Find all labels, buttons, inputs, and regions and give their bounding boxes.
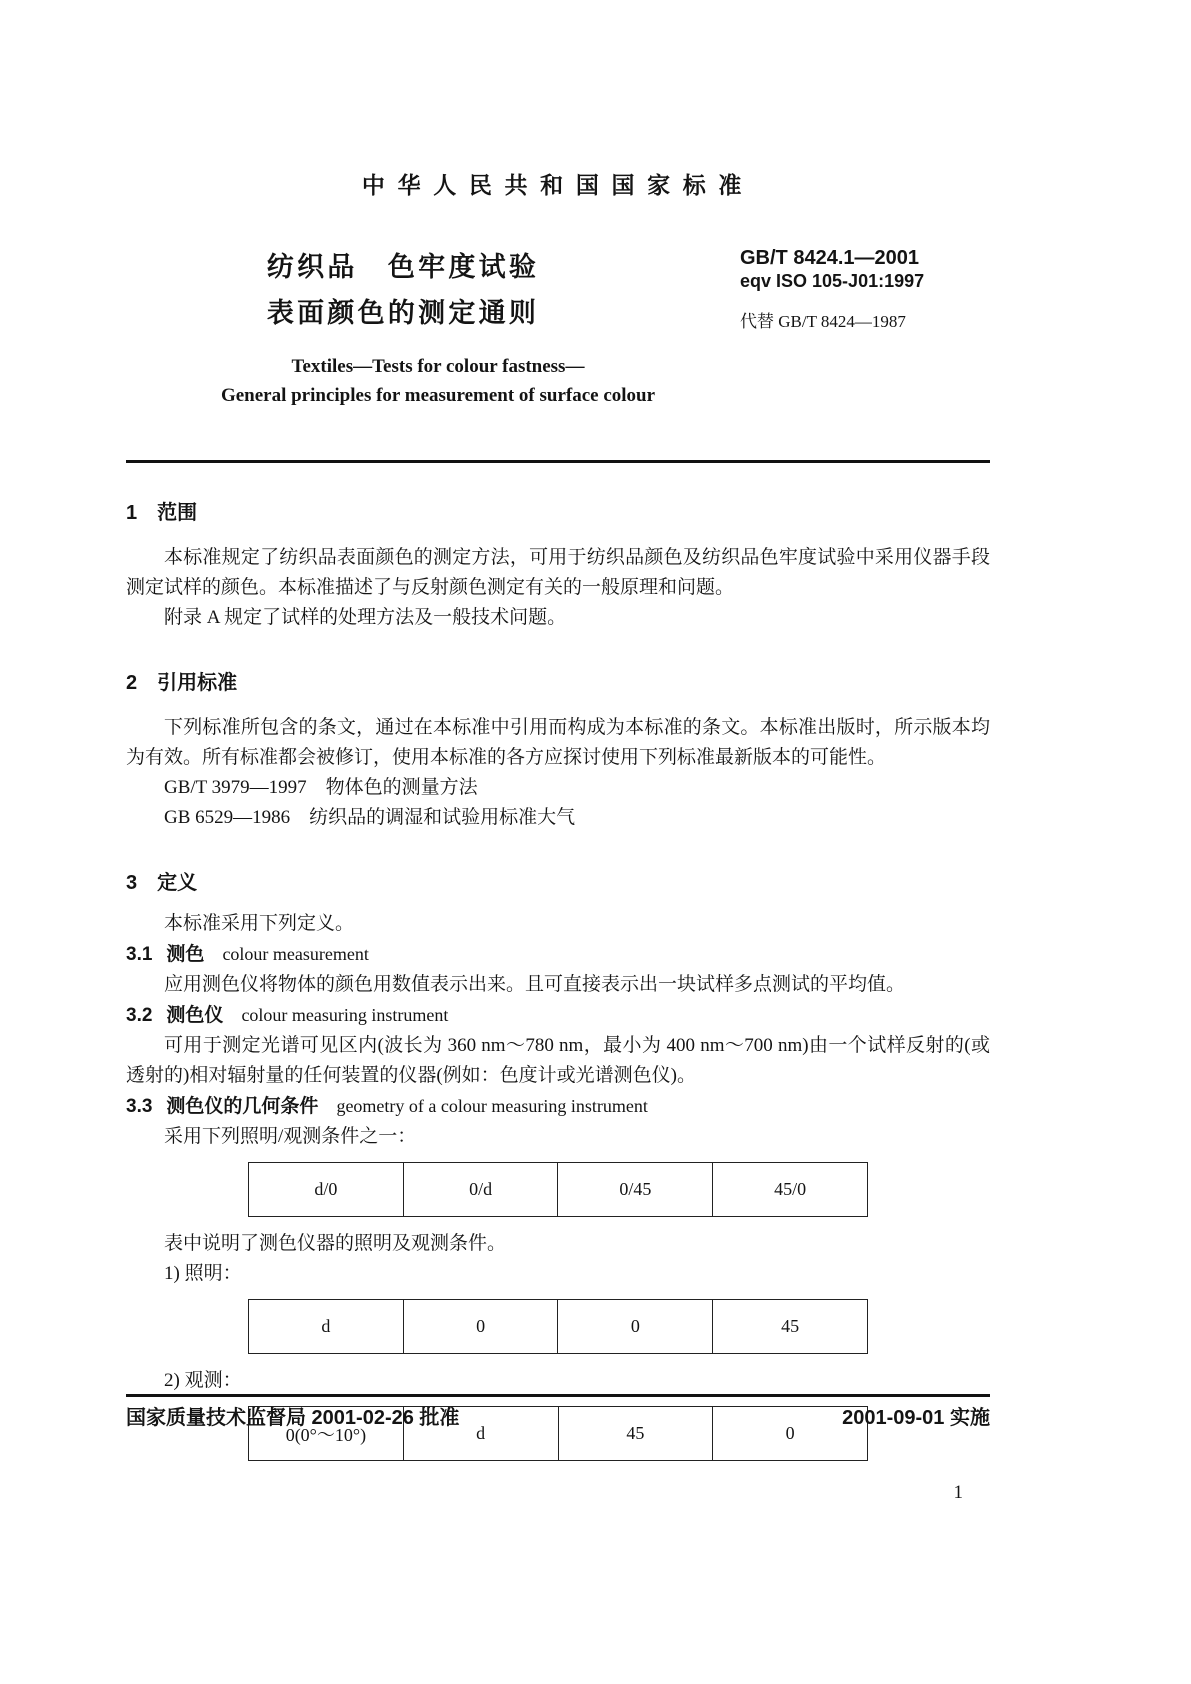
replaces-note: 代替 GB/T 8424—1987 [740, 312, 906, 331]
illumination-table [248, 1299, 868, 1354]
table-cell: d/0 [249, 1163, 404, 1217]
section-1-paragraph-2: 附录 A 规定了试样的处理方法及一般技术问题。 [164, 607, 567, 628]
definition-3-3-heading [126, 1091, 990, 1122]
standard-number: GB/T 8424.1—2001 [740, 247, 919, 269]
document-title-line2: 表面颜色的测定通则 [266, 298, 540, 328]
implementation-date: 2001-09-01 实施 [842, 1407, 990, 1429]
table-cell: 45 [713, 1300, 868, 1354]
definition-3-2-english-term: colour measuring instrument [241, 1005, 449, 1025]
table-cell: 45 [558, 1407, 713, 1461]
table-cell: 0/45 [558, 1163, 713, 1217]
table-cell: 0/d [403, 1163, 558, 1217]
english-title-line1: Textiles—Tests for colour fastness— [291, 356, 585, 377]
definition-3-1-heading [126, 939, 990, 970]
table-row [249, 1300, 868, 1354]
definition-3-2-term: 测色仪 [166, 1005, 224, 1026]
footer-divider [126, 1394, 990, 1397]
national-standard-label: 中华人民共和国国家标准 [361, 172, 755, 198]
table-cell: 45/0 [713, 1163, 868, 1217]
definition-3-2-body: 可用于测定光谱可见区内(波长为 360 nm～780 nm，最小为 400 nm～700 nm)由一个试样反射的(或透射的)相对辐射量的任何装置的仪器(例如：色度计或光谱测色仪)。 [126, 1035, 990, 1086]
list-item-observation: 2) 观测： [164, 1370, 242, 1391]
definition-3-3-number: 3.3 [126, 1096, 153, 1117]
definition-3-1-number: 3.1 [126, 944, 153, 965]
table-cell: 0 [558, 1300, 713, 1354]
header-divider [126, 460, 990, 463]
definition-3-3-term: 测色仪的几何条件 [166, 1096, 319, 1117]
document-title-line1: 纺织品 色牢度试验 [266, 252, 540, 282]
english-title [126, 352, 990, 410]
section-3-heading: 3 定义 [126, 872, 198, 894]
definition-3-1-body: 应用测色仪将物体的颜色用数值表示出来。且可直接表示出一块试样多点测试的平均值。 [164, 974, 906, 995]
definition-3-3-lead: 采用下列照明/观测条件之一： [164, 1126, 417, 1147]
definition-3-3-english-term: geometry of a colour measuring instrument [336, 1096, 648, 1116]
geometry-conditions-table [248, 1162, 868, 1217]
definition-3-1-english-term: colour measurement [222, 944, 369, 964]
table-cell: 0(0°～10°) [249, 1407, 404, 1461]
table-cell: 0 [403, 1300, 558, 1354]
table-cell: 0 [713, 1407, 868, 1461]
section-1-paragraph-1: 本标准规定了纺织品表面颜色的测定方法，可用于纺织品颜色及纺织品色牢度试验中采用仪器手段测定试样的颜色。本标准描述了与反射颜色测定有关的一般原理和问题。 [126, 547, 990, 598]
definition-3-2-number: 3.2 [126, 1005, 153, 1026]
definition-3-1-term: 测色 [166, 944, 205, 965]
section-2-paragraph-1: 下列标准所包含的条文，通过在本标准中引用而构成为本标准的条文。本标准出版时，所示版本均为有效。所有标准都会被修订，使用本标准的各方应探讨使用下列标准最新版本的可能性。 [126, 717, 990, 768]
standard-number-block [740, 244, 990, 333]
footer-row [126, 1404, 990, 1432]
table-row [249, 1163, 868, 1217]
definition-3-2-heading [126, 1000, 990, 1031]
english-title-line2: General principles for measurement of surface colour [220, 385, 656, 406]
table-cell: d [249, 1300, 404, 1354]
title-row [126, 244, 990, 336]
equivalence-note: eqv ISO 105-J01:1997 [740, 271, 925, 291]
reference-gbt-3979: GB/T 3979—1997 物体色的测量方法 [164, 777, 478, 798]
section-3-intro: 本标准采用下列定义。 [164, 913, 355, 934]
section-1-heading: 1 范围 [126, 502, 198, 524]
title-block [126, 244, 740, 336]
table-cell: d [403, 1407, 558, 1461]
page-footer [126, 1394, 990, 1432]
page-number: 1 [953, 1482, 963, 1503]
reference-gb-6529: GB 6529—1986 纺织品的调湿和试验用标准大气 [164, 807, 576, 828]
approval-authority-date: 国家质量技术监督局 2001-02-26 批准 [126, 1407, 460, 1429]
table-note: 表中说明了测色仪器的照明及观测条件。 [164, 1233, 507, 1254]
section-2-heading: 2 引用标准 [126, 672, 238, 694]
list-item-illumination: 1) 照明： [164, 1263, 242, 1284]
